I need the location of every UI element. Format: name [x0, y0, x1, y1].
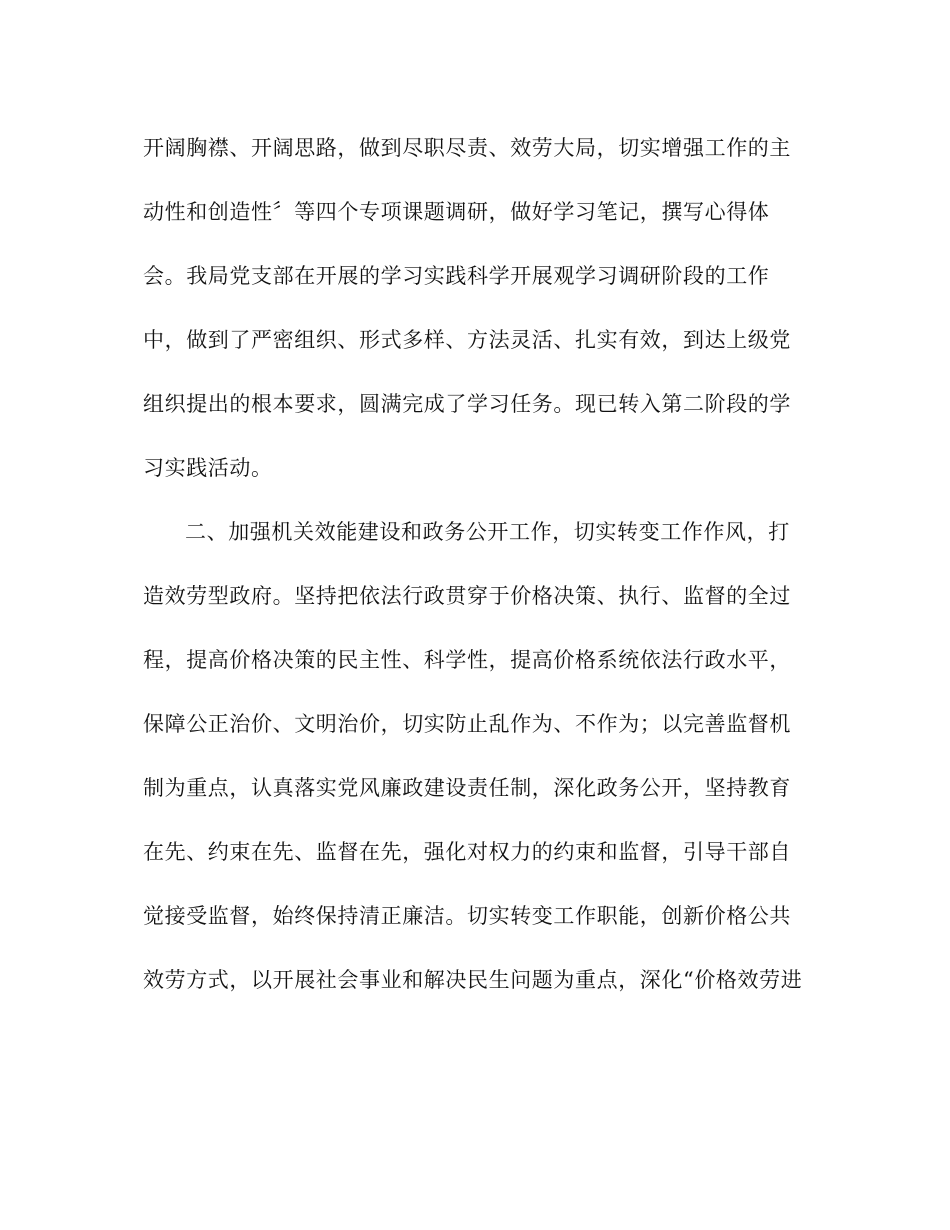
- text-line: 习实践活动。: [143, 456, 273, 480]
- text-line: 保障公正治价、文明治价，切实防止乱作为、不作为；以完善监督机: [143, 712, 791, 736]
- text-line: 中，做到了严密组织、形式多样、方法灵活、扎实有效，到达上级党: [143, 328, 791, 352]
- text-line: 程，提高价格决策的民主性、科学性，提高价格系统依法行政水平，: [143, 648, 791, 672]
- text-line: 觉接受监督，始终保持清正廉洁。切实转变工作职能，创新价格公共: [143, 904, 791, 928]
- text-line: 在先、约束在先、监督在先，强化对权力的约束和监督，引导干部自: [143, 840, 791, 864]
- text-line: 开阔胸襟、开阔思路，做到尽职尽责、效劳大局，切实增强工作的主: [143, 136, 791, 160]
- body-text: [143, 116, 823, 1012]
- section-heading-line: 二、加强机关效能建设和政务公开工作，切实转变工作作风，打: [185, 520, 790, 544]
- text-line: 动性和创造性〞等四个专项课题调研，做好学习笔记，撰写心得体: [143, 200, 770, 224]
- text-line: 会。我局党支部在开展的学习实践科学开展观学习调研阶段的工作: [143, 264, 770, 288]
- text-line: 效劳方式，以开展社会事业和解决民生问题为重点，深化“价格效劳进: [143, 968, 803, 992]
- text-line: 制为重点，认真落实党风廉政建设责任制，深化政务公开，坚持教育: [143, 776, 791, 800]
- text-line: 组织提出的根本要求，圆满完成了学习任务。现已转入第二阶段的学: [143, 392, 791, 416]
- text-line: 造效劳型政府。坚持把依法行政贯穿于价格决策、执行、监督的全过: [143, 584, 791, 608]
